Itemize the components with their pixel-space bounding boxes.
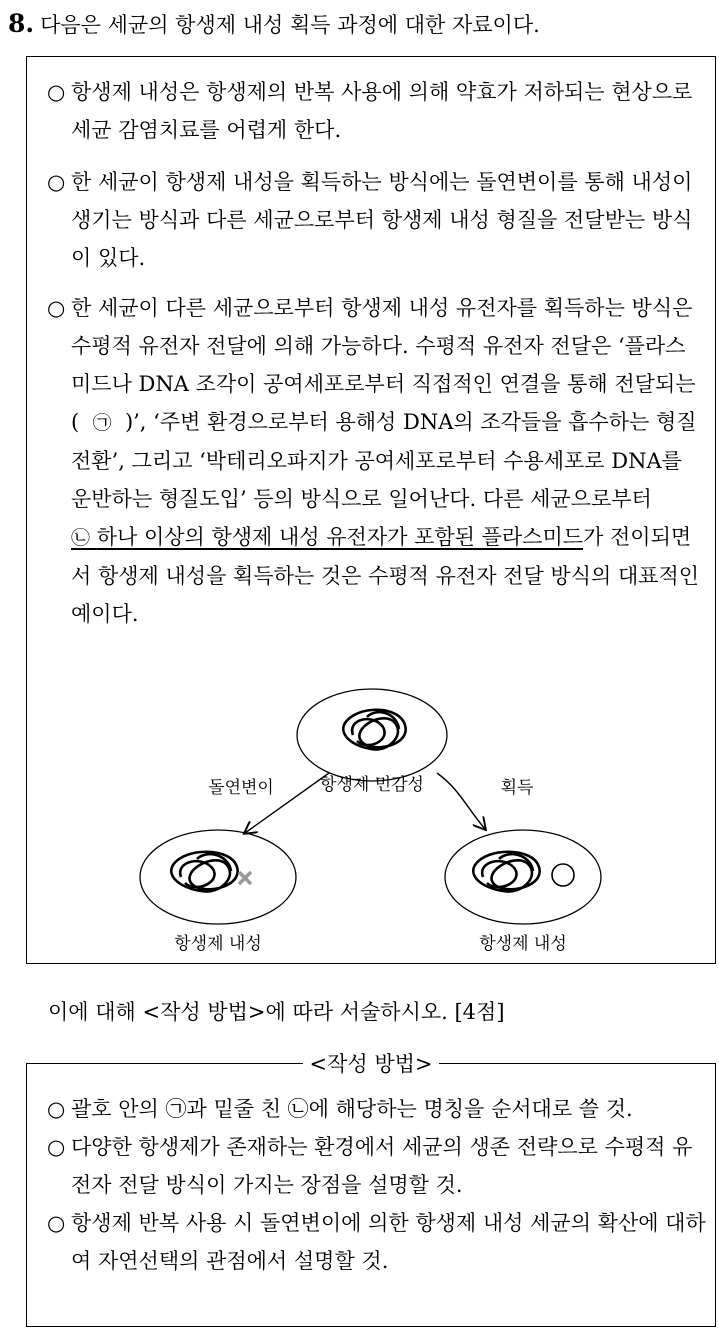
info-item-3-part3: 가 전이되면서 항생제 내성을 획득하는 것은 수평적 유전자 전달 방식의 대표적인 예이다. [71, 525, 700, 626]
plasmid-icon [552, 864, 574, 886]
method-title: <작성 방법> [27, 1047, 715, 1081]
method-item-1 [47, 1090, 707, 1128]
method-item-3 [47, 1204, 707, 1280]
sensitive-cell [297, 689, 447, 781]
left-arrow-label: 돌연변이 [208, 778, 274, 798]
chromosome-tangle-icon [343, 710, 405, 750]
right-arrow-label: 획득 [500, 778, 534, 798]
info-box [26, 56, 716, 964]
bullet-circle-icon: ○ [47, 1211, 66, 1235]
method-box [26, 1052, 716, 1327]
underlined-text: 하나 이상의 항생제 내성 유전자가 포함된 플라스미드 [96, 525, 584, 549]
info-item-3-part2: )’, ‘주변 환경으로부터 용해성 DNA의 조각들을 흡수하는 형질전환’, 그리고 ‘박테리오파지가 공여세포로부터 수용세포로 DNA를 운반하는 형질도입’ 등의 방식으로 일어난다. 다른 세균으로부터 [71, 410, 697, 511]
blank-mark-a: ㉠ [92, 412, 112, 434]
underline-mark-b: ㉡ [71, 527, 91, 549]
bottom-left-label: 항생제 내성 [174, 934, 262, 954]
bullet-circle-icon: ○ [47, 1135, 66, 1159]
bullet-circle-icon: ○ [47, 296, 66, 320]
question-title: 다음은 세균의 항생제 내성 획득 과정에 대한 자료이다. [40, 13, 540, 37]
method-item-2-text: 다양한 항생제가 존재하는 환경에서 세균의 생존 전략으로 수평적 유전자 전달 방식이 가지는 장점을 설명할 것. [71, 1135, 693, 1197]
chromosome-tangle-icon [473, 852, 539, 892]
antibiotic-resistance-diagram [27, 57, 717, 965]
info-item-1-text: 항생제 내성은 항생제의 반복 사용에 의해 약효가 저하되는 현상으로 세균 감염치료를 어렵게 한다. [71, 80, 693, 142]
info-item-2-text: 한 세균이 항생제 내성을 획득하는 방식에는 돌연변이를 통해 내성이 생기는 방식과 다른 세균으로부터 항생제 내성 형질을 전달받는 방식이 있다. [71, 170, 693, 270]
method-item-1-text: 괄호 안의 ㉠과 밑줄 친 ㉡에 해당하는 명칭을 순서대로 쓸 것. [71, 1097, 633, 1121]
top-label: 항생제 민감성 [320, 775, 424, 795]
method-item-3-text: 항생제 반복 사용 시 돌연변이에 의한 항생제 내성 세균의 확산에 대하여 자연선택의 관점에서 설명할 것. [71, 1211, 706, 1273]
question-header [8, 4, 713, 44]
question-number: 8. [8, 9, 35, 38]
method-item-2 [47, 1128, 707, 1204]
mutation-x-icon [239, 872, 251, 884]
bottom-right-label: 항생제 내성 [479, 934, 567, 954]
bullet-circle-icon: ○ [47, 170, 66, 194]
bullet-circle-icon: ○ [47, 1097, 66, 1121]
right-arrow [437, 773, 485, 829]
instruction-text: 이에 대해 <작성 방법>에 따라 서술하시오. [4점] [48, 1000, 505, 1024]
bullet-circle-icon: ○ [47, 80, 66, 104]
acquired-resistant-cell [445, 830, 601, 924]
mutant-resistant-cell [140, 830, 296, 924]
info-item-3-part1: 한 세균이 다른 세균으로부터 항생제 내성 유전자를 획득하는 방식은 수평적 유전자 전달에 의해 가능하다. 수평적 유전자 전달은 ‘플라스미드나 DNA 조각이 공여세포로부터 직접적인 연결을 통해 전달되는 ( [71, 296, 696, 434]
method-items [47, 1090, 707, 1280]
chromosome-tangle-icon [171, 852, 237, 892]
